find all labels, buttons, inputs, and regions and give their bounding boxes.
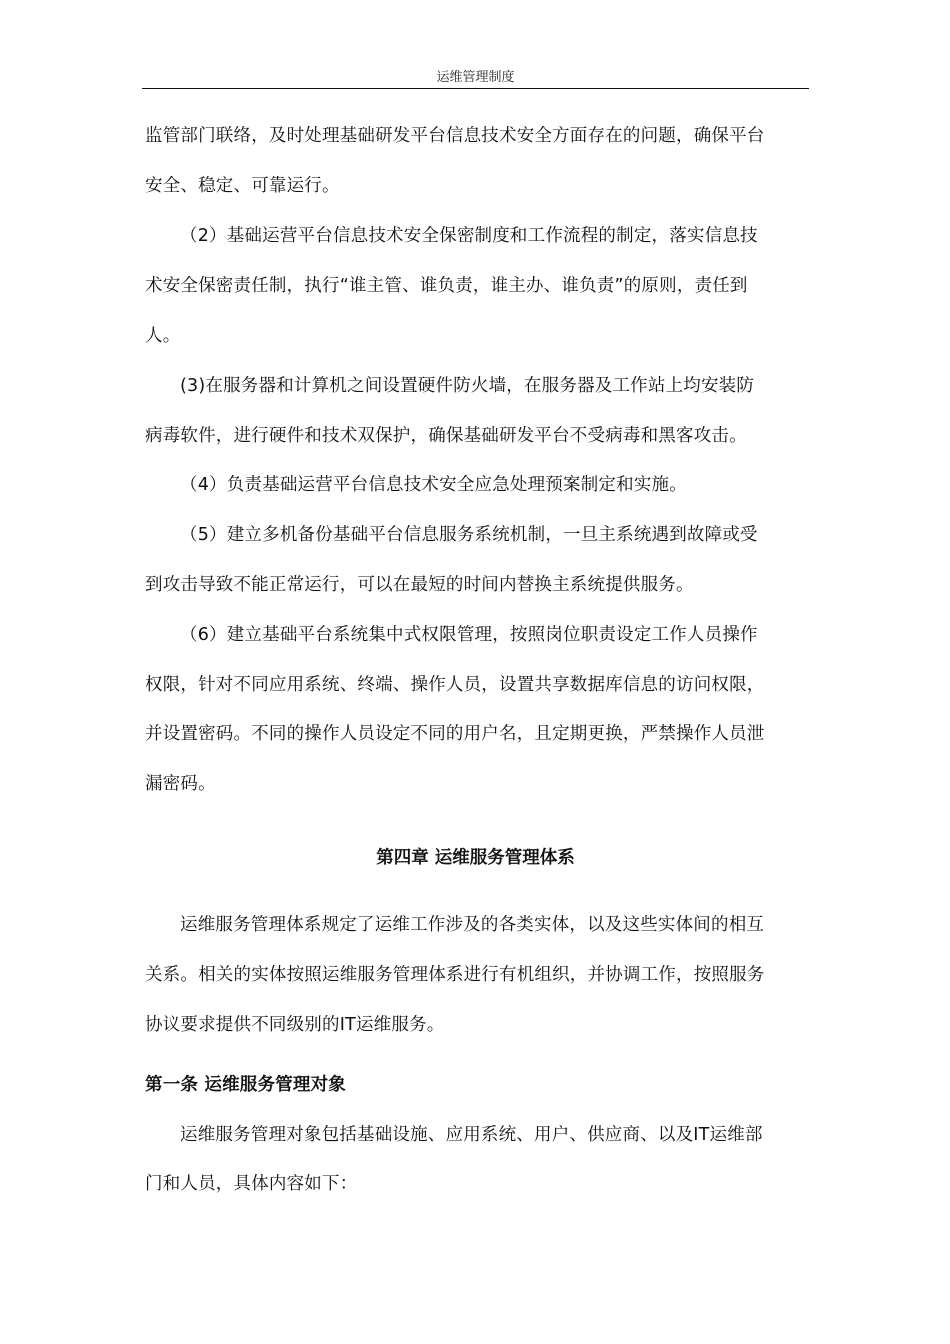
- chapter-intro-line2: 关系。相关的实体按照运维服务管理体系进行有机组织，并协调工作，按照服务: [145, 965, 765, 985]
- para1-line2: 安全、稳定、可靠运行。: [145, 176, 340, 196]
- section1-title: 第一条 运维服务管理对象: [145, 1075, 346, 1095]
- section1-line1: 运维服务管理对象包括基础设施、应用系统、用户、供应商、以及IT运维部: [180, 1125, 763, 1145]
- item5-line2: 到攻击导致不能正常运行，可以在最短的时间内替换主系统提供服务。: [145, 575, 694, 595]
- item2-line1: （2）基础运营平台信息技术安全保密制度和工作流程的制定，落实信息技: [180, 226, 758, 246]
- item3-line2: 病毒软件，进行硬件和技术双保护，确保基础研发平台不受病毒和黑客攻击。: [145, 426, 747, 446]
- item6-line1: （6）建立基础平台系统集中式权限管理，按照岗位职责设定工作人员操作: [180, 625, 758, 645]
- para1-line1: 监管部门联络，及时处理基础研发平台信息技术安全方面存在的问题，确保平台: [145, 126, 765, 146]
- page-header-title: 运维管理制度: [436, 70, 515, 85]
- item3-line1: (3)在服务器和计算机之间设置硬件防火墙，在服务器及工作站上均安装防: [180, 376, 755, 396]
- item2-line3: 人。: [145, 326, 181, 346]
- item4-line1: （4）负责基础运营平台信息技术安全应急处理预案制定和实施。: [180, 475, 687, 495]
- header-rule: [142, 88, 809, 89]
- item6-line3: 并设置密码。不同的操作人员设定不同的用户名，且定期更换，严禁操作人员泄: [145, 724, 765, 744]
- item5-line1: （5）建立多机备份基础平台信息服务系统机制，一旦主系统遇到故障或受: [180, 525, 758, 545]
- chapter-title: 第四章 运维服务管理体系: [376, 848, 575, 868]
- section1-line2: 门和人员，具体内容如下：: [145, 1174, 358, 1194]
- item6-line4: 漏密码。: [145, 774, 216, 794]
- item2-line2: 术安全保密责任制，执行“谁主管、谁负责，谁主办、谁负责”的原则，责任到: [145, 276, 748, 296]
- chapter-intro-line3: 协议要求提供不同级别的IT运维服务。: [145, 1015, 445, 1035]
- item6-line2: 权限，针对不同应用系统、终端、操作人员，设置共享数据库信息的访问权限，: [145, 675, 765, 695]
- chapter-intro-line1: 运维服务管理体系规定了运维工作涉及的各类实体，以及这些实体间的相互: [180, 915, 765, 935]
